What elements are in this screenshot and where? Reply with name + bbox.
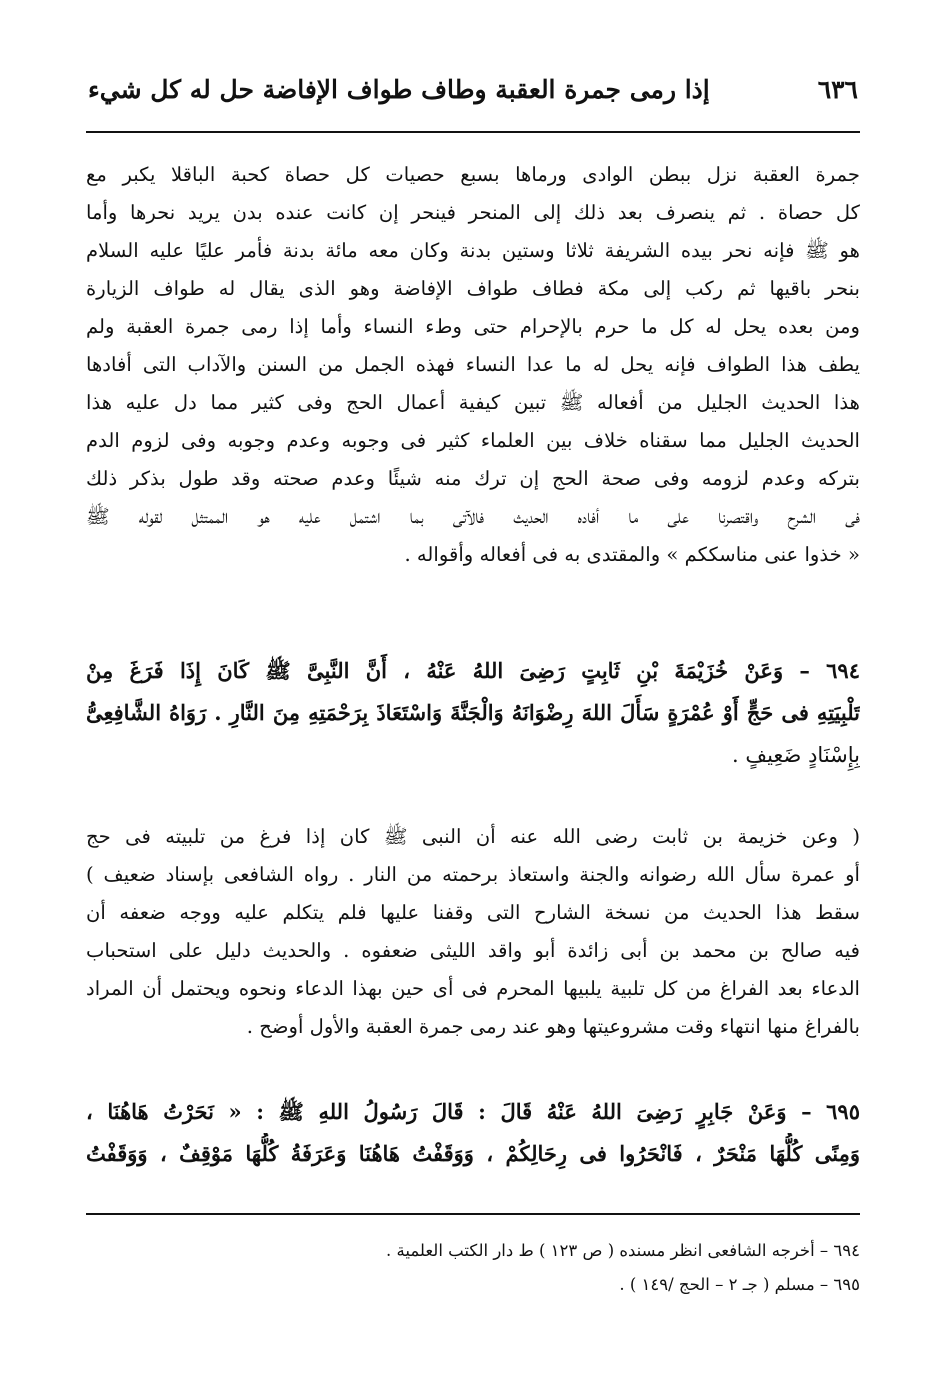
text-line: ومن بعده يحل له كل ما حرم بالإحرام حتى وطء النساء وأما إذا رمى جمرة العقبة ولم: [86, 315, 860, 338]
text-line: الحديث الجليل مما سقناه خلاف بين العلماء كثير فى وجوبه وعدم وجوبه وفى لزوم الدم: [86, 429, 860, 452]
footnote-divider: [86, 1213, 860, 1215]
text-line: الدعاء بعد الفراغ من كل تلبية يلبيها المحرم فى أى حين بهذا الدعاء ونحوه ويحتمل أن المراد: [86, 977, 860, 1000]
running-header: [88, 66, 858, 112]
text-line: هو ﷺ فإنه نحر بيده الشريفة ثلاثا وستين بدنة وكان معه مائة بدنة فأمر عليًا عليه السلام: [86, 239, 860, 262]
hadith-line: ٦٩٥ – وَعَنْ جَابِرٍ رَضِىَ اللهُ عَنْهُ قَالَ : قَالَ رَسُولُ اللهِ ﷺ : « نَحَرْتُ هَاهُنَا ،: [86, 1099, 860, 1124]
text-line: كل حصاة . ثم ينصرف بعد ذلك إلى المنحر فينحر إن كانت عنده بدن يريد نحرها وأما: [86, 201, 860, 224]
footnotes: [86, 1234, 860, 1302]
commentary-694: [86, 818, 860, 1046]
commentary-paragraph: [86, 156, 860, 574]
page-number: ٦٣٦: [817, 74, 858, 104]
header-divider: [86, 131, 860, 133]
text-line: بنحر باقيها ثم ركب إلى مكة فطاف طواف الإفاضة وهو الذى يقال له طواف الزيارة: [86, 277, 860, 300]
text-line: هذا الحديث الجليل من أفعاله ﷺ تبين كيفية أعمال الحج وفى كثير مما دل عليه هذا: [86, 391, 860, 414]
text-line: جمرة العقبة نزل ببطن الوادى ورماها بسبع حصيات كل حصاة كحبة الباقلا يكبر مع: [86, 163, 860, 186]
hadith-line: تَلْبِيَتِهِ فى حَجٍّ أَوْ عُمْرَةٍ سَأَلَ اللهَ رِضْوَانَهُ وَالْجَنَّةَ وَاسْتَعَاذَ بِرَحْمَتِهِ مِنَ النَّارِ . رَوَاهُ الشَّافِعِىُّ: [86, 700, 860, 725]
text-line: « خذوا عنى مناسككم » والمقتدى به فى أفعاله وأقواله .: [404, 543, 860, 566]
text-line: أو عمرة سأل الله رضوانه والجنة واستعاذ برحمته من النار . رواه الشافعى بإسناد ضعيف ): [86, 863, 860, 886]
running-title: إذا رمى جمرة العقبة وطاف طواف الإفاضة حل له كل شيء: [88, 74, 710, 104]
text-line: فى الشرح واقتصرنا على ما أفاده الحديث فالآتى بما اشتمل عليه هو الممتثل لقوله ﷺ: [86, 505, 860, 528]
text-line: بتركه وعدم لزومه وفى صحة الحج إن ترك منه شيئًا وعدم صحته وقد طول بذكر ذلك: [86, 467, 860, 490]
text-line: فيه صالح بن محمد بن أبى زائدة أبو واقد الليثى ضعفوه . والحديث دليل على استحباب: [86, 939, 860, 962]
text-line: بالفراغ منها انتهاء وقت مشروعيتها وهو عند رمى جمرة العقبة والأول أوضح .: [246, 1015, 860, 1038]
hadith-line: بِإِسْنَادٍ ضَعِيفٍ .: [732, 743, 860, 767]
footnote: ٦٩٤ – أخرجه الشافعى انظر مسنده ( ص ١٢٣ ) ط دار الكتب العلمية .: [386, 1241, 860, 1260]
hadith-694: [86, 650, 860, 776]
hadith-line: وَمِنًى كُلُّهَا مَنْحَرٌ ، فَانْحَرُوا فى رِحَالِكُمْ ، وَوَقَفْتُ هَاهُنَا وَعَرَفَةُ كُلُّهَا مَوْقِفٌ ، وَوَقَفْتُ: [86, 1141, 860, 1166]
hadith-line: ٦٩٤ – وَعَنْ خُزَيْمَةَ بْنِ ثَابِتٍ رَضِىَ اللهُ عَنْهُ ، أَنَّ النَّبِىَّ ﷺ كَانَ إِذَا فَرَغَ مِنْ: [86, 658, 860, 683]
text-line: سقط هذا الحديث من نسخة الشارح التى وقفنا عليها فلم يتكلم عليه ووجه ضعفه أن: [86, 901, 860, 924]
hadith-695: [86, 1091, 860, 1175]
footnote: ٦٩٥ – مسلم ( جـ ٢ – الحج /١٤٩ ) .: [619, 1275, 860, 1294]
text-line: ( وعن خزيمة بن ثابت رضى الله عنه أن النبى ﷺ كان إذا فرغ من تلبيته فى حج: [86, 825, 860, 848]
text-line: يطف هذا الطواف فإنه يحل له ما عدا النساء فهذه الجمل من السنن والآداب التى أفادها: [86, 353, 860, 376]
